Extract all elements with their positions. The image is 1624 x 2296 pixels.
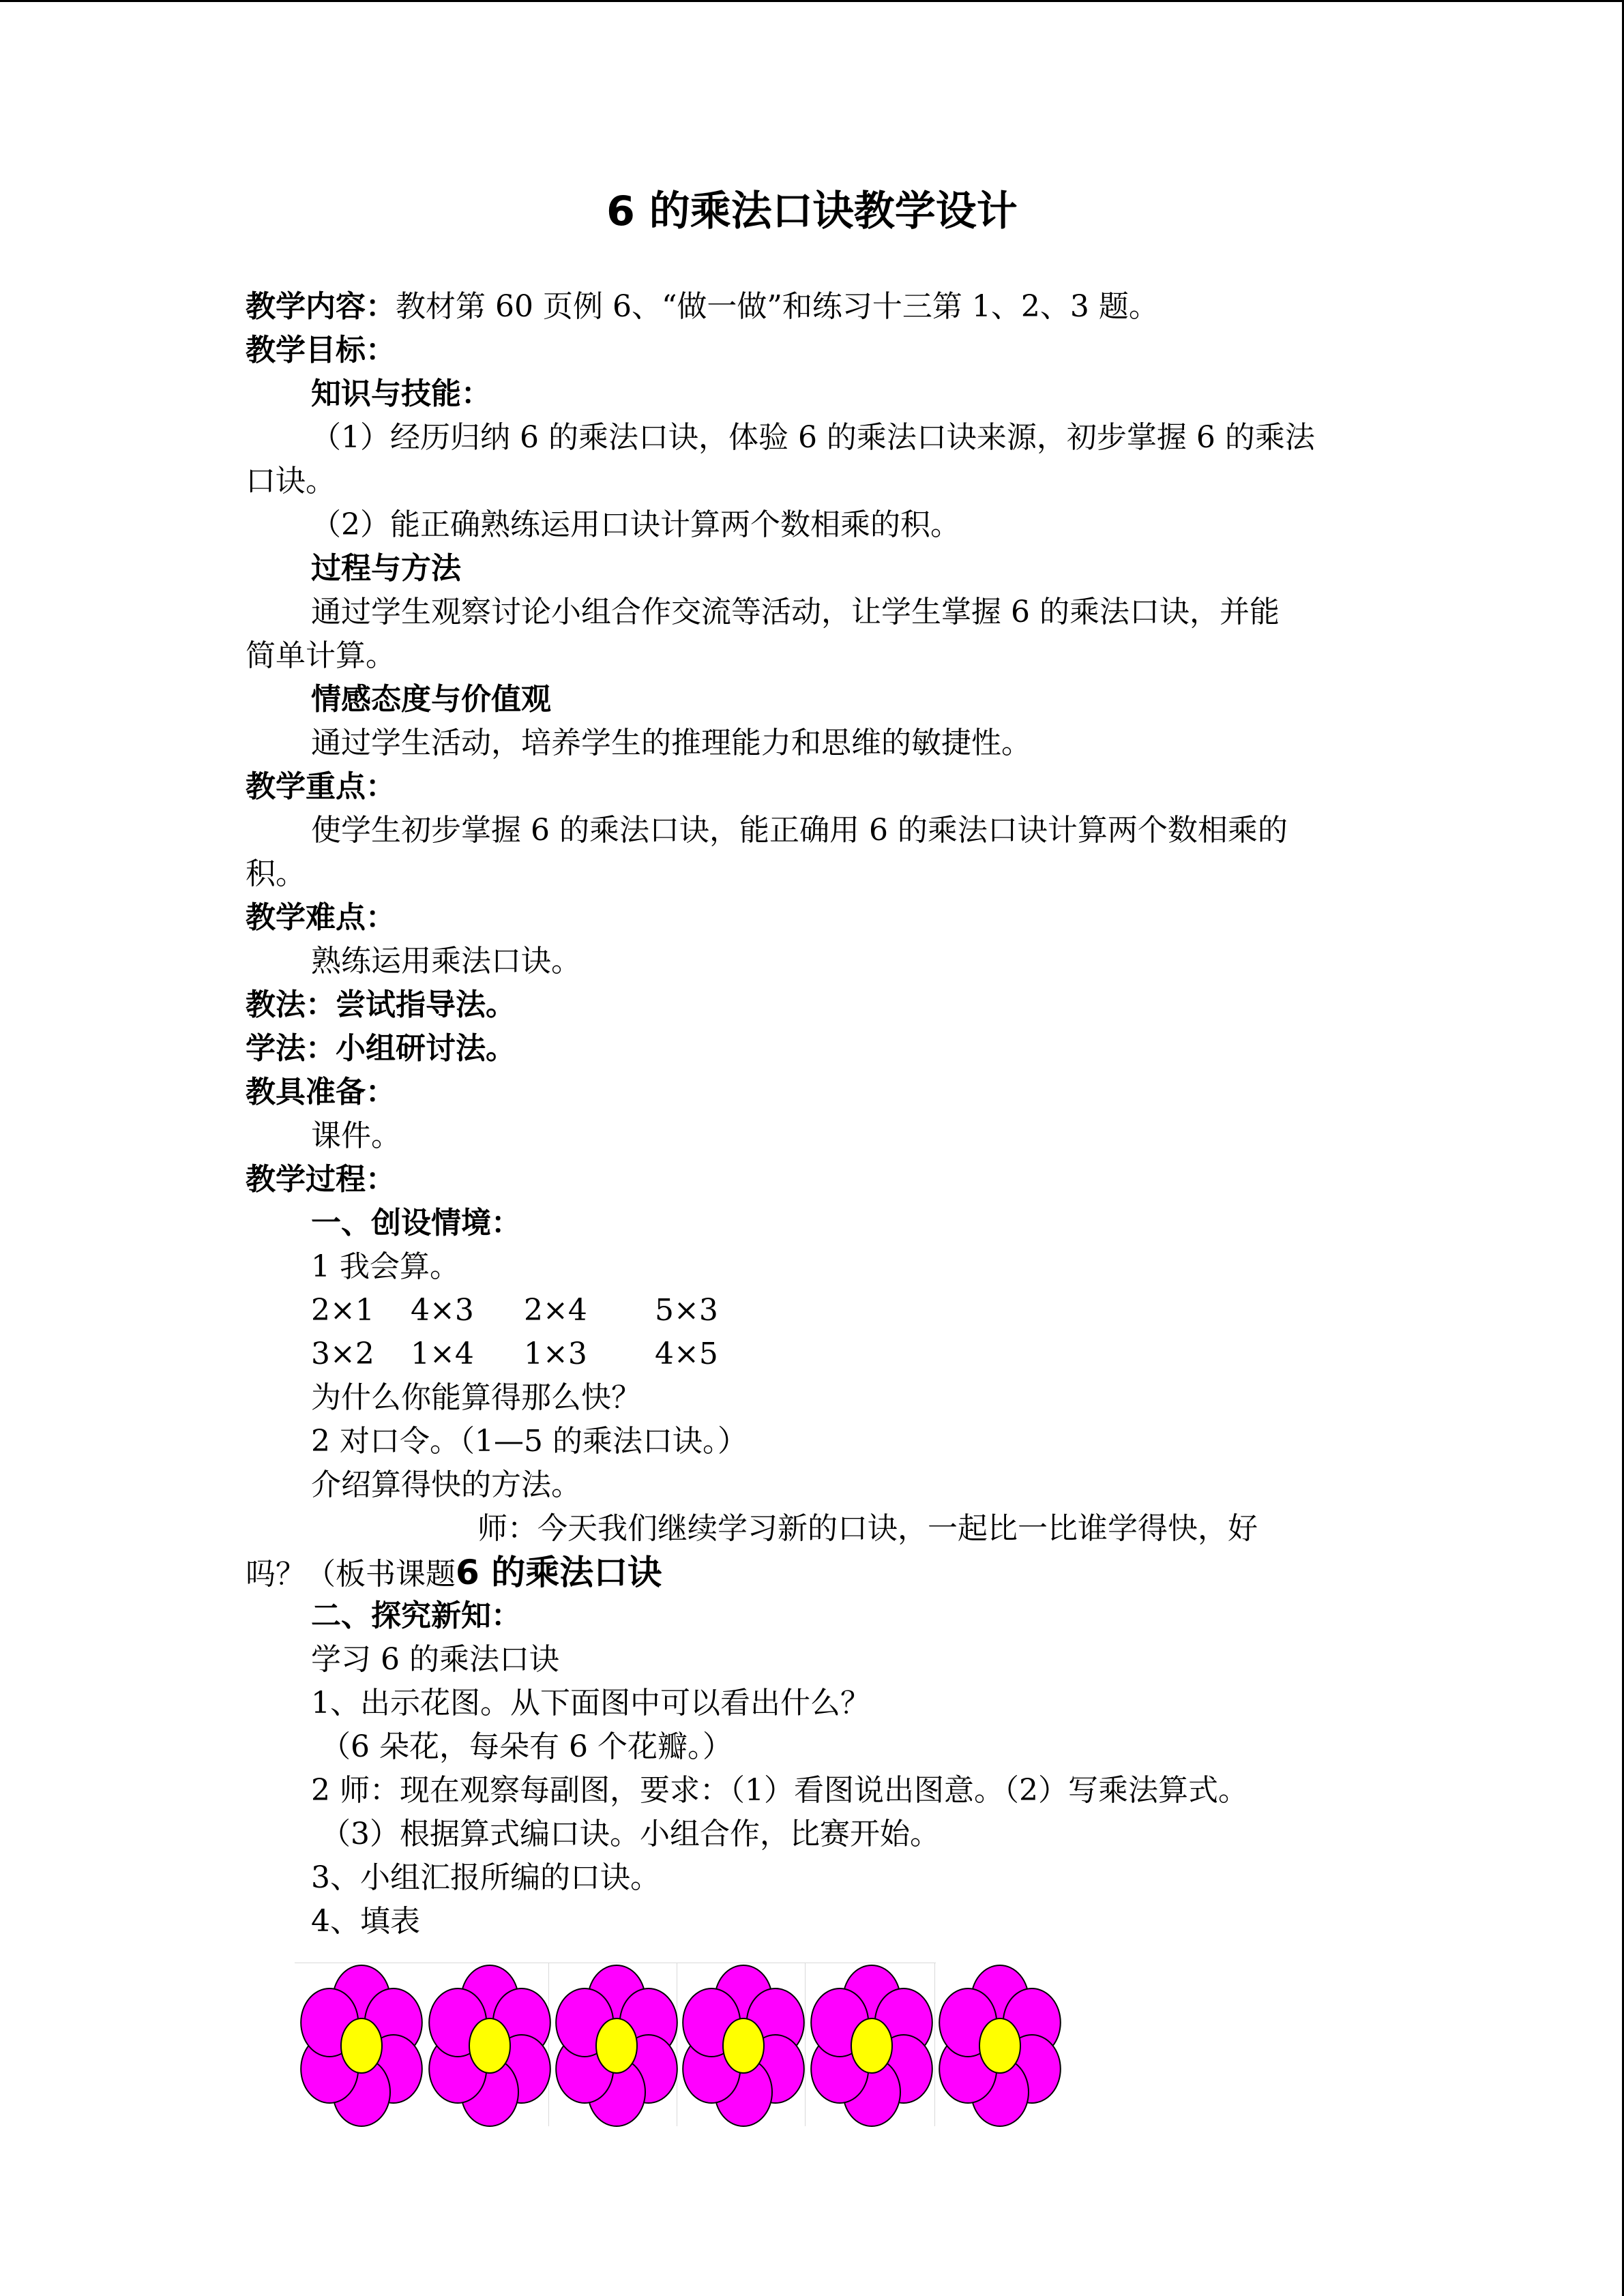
step1-label: 一、创设情境： — [311, 1206, 521, 1240]
flower-center — [979, 2018, 1020, 2073]
flower-center — [469, 2018, 510, 2073]
calc-item: 3×2 — [311, 1337, 374, 1371]
flower-center — [851, 2018, 892, 2073]
flower-picture — [295, 1963, 1140, 2129]
flower-icon — [555, 1963, 678, 2129]
step1-3: 介绍算得快的方法。 — [311, 1467, 581, 1502]
knowledge-1b: 口诀。 — [246, 464, 336, 498]
step2-2b: （3）根据算式编口诀。小组合作，比赛开始。 — [321, 1817, 940, 1851]
step2-0: 学习 6 的乘法口诀 — [311, 1642, 559, 1677]
calc-row-2 — [246, 1332, 1378, 1376]
step2-label: 二、探究新知： — [311, 1598, 521, 1633]
step1-1: 1 我会算。 — [311, 1249, 460, 1284]
calc-row-1 — [246, 1289, 1378, 1332]
calc-item: 4×3 — [411, 1293, 474, 1328]
calc-item: 4×5 — [655, 1337, 718, 1371]
tools-label: 教具准备： — [246, 1075, 396, 1109]
step2-1a: （6 朵花，每朵有 6 个花瓣。） — [321, 1729, 733, 1764]
step1-2: 2 对口令。（1—5 的乘法口诀。） — [311, 1424, 748, 1459]
knowledge-1a: （1）经历归纳 6 的乘法口诀，体验 6 的乘法口诀来源，初步掌握 6 的乘法 — [311, 420, 1315, 455]
calc-item: 2×4 — [524, 1293, 587, 1328]
teacher-line-b — [246, 1551, 1378, 1594]
flower-center — [596, 2018, 637, 2073]
flower-icon — [300, 1963, 423, 2129]
step1-question: 为什么你能算得那么快？ — [311, 1380, 641, 1415]
steps-label: 教学过程： — [246, 1162, 396, 1197]
emotion-label: 情感态度与价值观 — [311, 682, 551, 717]
page-title: 6 的乘法口诀教学设计 — [606, 188, 1018, 235]
flower-icon — [428, 1963, 551, 2129]
flower-icon — [939, 1963, 1061, 2129]
picture-divider — [934, 1963, 935, 2126]
flower-center — [723, 2018, 764, 2073]
flower-icon — [810, 1963, 933, 2129]
board-title: 6 的乘法口诀 — [456, 1553, 662, 1592]
goals-label: 教学目标： — [246, 333, 396, 368]
document-body — [246, 285, 1378, 1943]
calc-item: 5×3 — [655, 1293, 718, 1328]
calc-item: 1×4 — [411, 1337, 474, 1371]
step2-3: 3、小组汇报所编的口诀。 — [311, 1860, 660, 1895]
calc-item: 2×1 — [311, 1293, 374, 1328]
emotion-text: 通过学生活动，培养学生的推理能力和思维的敏捷性。 — [311, 726, 1031, 760]
flower-center — [341, 2018, 382, 2073]
calc-item: 1×3 — [524, 1337, 587, 1371]
knowledge-label: 知识与技能： — [311, 376, 491, 411]
difficulty-label: 教学难点： — [246, 900, 396, 935]
method-teach: 教法：尝试指导法。 — [246, 987, 516, 1022]
teacher-line-a: 师：今天我们继续学习新的口诀，一起比一比谁学得快，好 — [477, 1511, 1258, 1546]
knowledge-2: （2）能正确熟练运用口诀计算两个数相乘的积。 — [311, 507, 960, 542]
process-a: 通过学生观察讨论小组合作交流等活动，让学生掌握 6 的乘法口诀，并能 — [311, 595, 1280, 629]
process-label: 过程与方法 — [311, 551, 461, 586]
step2-4: 4、填表 — [311, 1904, 420, 1939]
key-a: 使学生初步掌握 6 的乘法口诀，能正确用 6 的乘法口诀计算两个数相乘的 — [311, 813, 1288, 848]
picture-divider — [805, 1963, 806, 2126]
key-b: 积。 — [246, 856, 306, 891]
method-learn: 学法：小组研讨法。 — [246, 1031, 516, 1066]
content-label: 教学内容： — [246, 289, 396, 324]
process-b: 简单计算。 — [246, 638, 396, 673]
step2-2a: 2 师：现在观察每副图，要求：（1）看图说出图意。（2）写乘法算式。 — [311, 1773, 1248, 1808]
teacher-b-text: 吗？（板书课题 — [246, 1557, 456, 1592]
tools-text: 课件。 — [311, 1118, 401, 1153]
step2-1: 1、出示花图。从下面图中可以看出什么？ — [311, 1686, 870, 1720]
flower-icon — [682, 1963, 805, 2129]
content-line — [246, 285, 1378, 329]
content-text: 教材第 60 页例 6、“做一做”和练习十三第 1、2、3 题。 — [396, 289, 1159, 324]
key-label: 教学重点： — [246, 769, 396, 804]
difficulty-text: 熟练运用乘法口诀。 — [311, 944, 581, 979]
